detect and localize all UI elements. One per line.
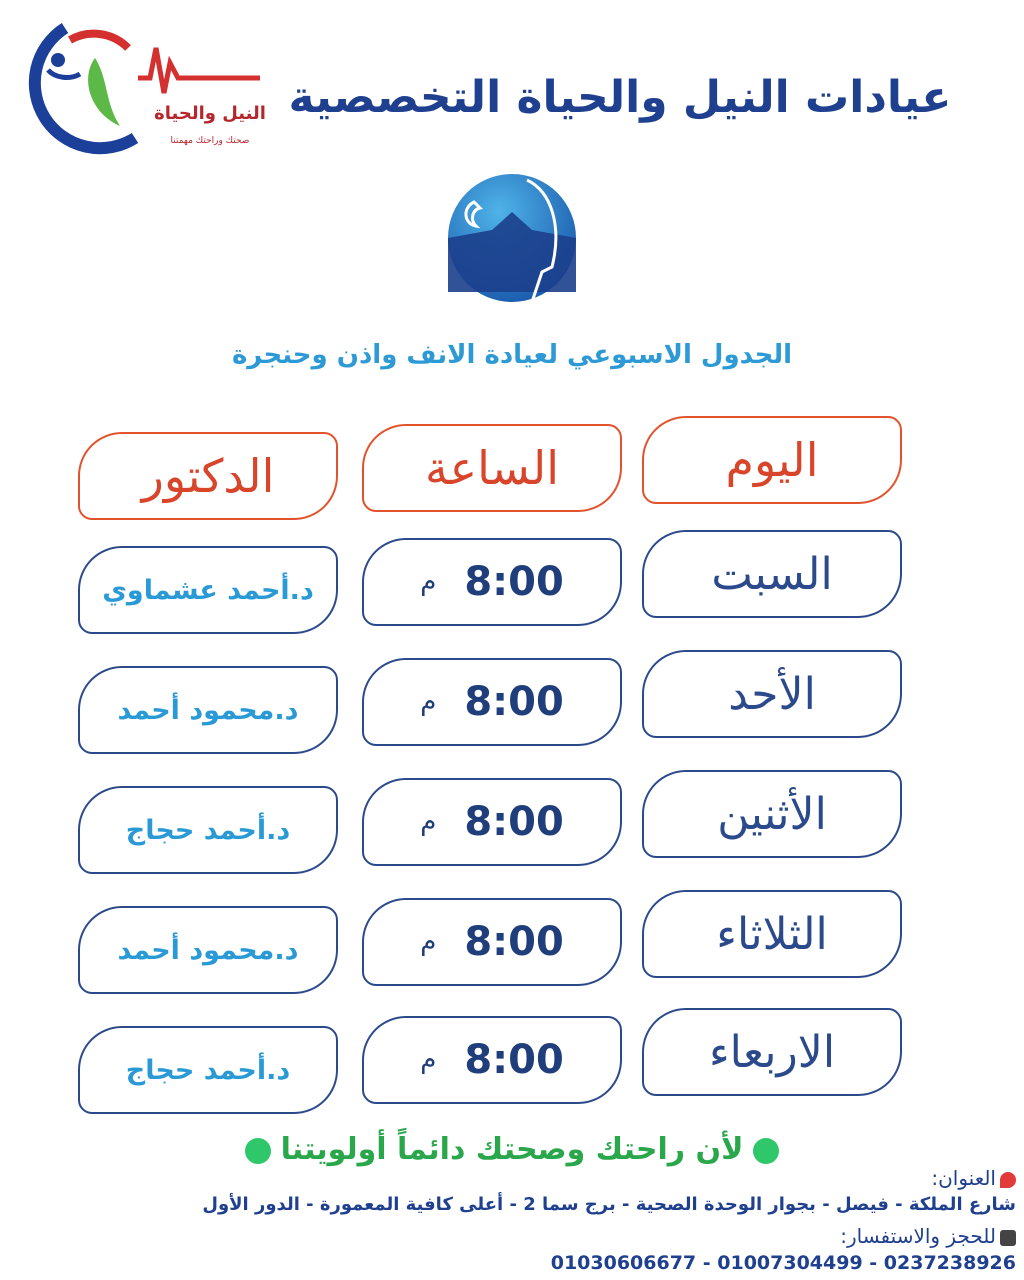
header-doctor <box>78 432 338 520</box>
doctor-name: د.أحمد عشماوي <box>102 574 314 606</box>
time-unit: م <box>420 1045 437 1075</box>
heart-icon <box>245 1138 271 1164</box>
location-pin-icon <box>1000 1172 1016 1188</box>
day-label: الاربعاء <box>708 1026 836 1078</box>
contact-label-line <box>6 1224 1016 1248</box>
doctor-cell <box>78 786 338 874</box>
time-cell <box>362 778 622 866</box>
schedule-subtitle: الجدول الاسبوعي لعيادة الانف واذن وحنجرة <box>231 340 793 370</box>
time-unit: م <box>420 927 437 957</box>
time-unit: م <box>420 807 437 837</box>
address-label-line <box>6 1166 1016 1190</box>
day-cell <box>642 890 902 978</box>
slogan <box>200 1132 824 1167</box>
day-cell <box>642 650 902 738</box>
doctor-cell <box>78 906 338 994</box>
day-label: الثلاثاء <box>716 908 828 960</box>
time-cell <box>362 538 622 626</box>
time-unit: م <box>420 567 437 597</box>
slogan-text: لأن راحتك وصحتك دائماً أولويتنا <box>280 1132 744 1167</box>
time-value: 8:00 <box>464 559 564 605</box>
header-day-label: اليوم <box>725 433 819 487</box>
doctor-name: د.أحمد حجاج <box>125 814 291 846</box>
phone-icon <box>1000 1230 1016 1246</box>
logo <box>10 8 270 158</box>
time-cell <box>362 1016 622 1104</box>
header-day <box>642 416 902 504</box>
ent-emblem-icon <box>432 172 592 312</box>
day-label: الأحد <box>728 668 816 720</box>
heart-icon <box>753 1138 779 1164</box>
day-cell <box>642 1008 902 1096</box>
doctor-cell <box>78 666 338 754</box>
time-unit: م <box>420 687 437 717</box>
phone-numbers[interactable]: 01030606677 - 01007304499 - 0237238926 <box>550 1252 1016 1274</box>
header-time-label: الساعة <box>425 441 559 495</box>
day-label: السبت <box>711 548 833 600</box>
time-cell <box>362 898 622 986</box>
header-doctor-label: الدكتور <box>141 449 275 503</box>
logo-name: النيل والحياة <box>154 103 266 124</box>
time-value: 8:00 <box>464 919 564 965</box>
contact-label: للحجز والاستفسار: <box>840 1224 996 1248</box>
doctor-name: د.محمود أحمد <box>117 694 299 726</box>
time-cell <box>362 658 622 746</box>
day-cell <box>642 770 902 858</box>
doctor-name: د.محمود أحمد <box>117 934 299 966</box>
doctor-cell <box>78 1026 338 1114</box>
doctor-cell <box>78 546 338 634</box>
day-cell <box>642 530 902 618</box>
address-label: العنوان: <box>931 1166 996 1190</box>
header-time <box>362 424 622 512</box>
day-label: الأثنين <box>717 788 827 840</box>
time-value: 8:00 <box>464 799 564 845</box>
time-value: 8:00 <box>464 1037 564 1083</box>
logo-tagline: صحتك وراحتك مهمتنا <box>170 136 250 146</box>
address-line: شارع الملكة - فيصل - بجوار الوحدة الصحية - برج سما 2 - أعلى كافية المعمورة - الدور الأول <box>202 1194 1016 1215</box>
page-title: عيادات النيل والحياة التخصصية <box>288 72 952 123</box>
doctor-name: د.أحمد حجاج <box>125 1054 291 1086</box>
time-value: 8:00 <box>464 679 564 725</box>
